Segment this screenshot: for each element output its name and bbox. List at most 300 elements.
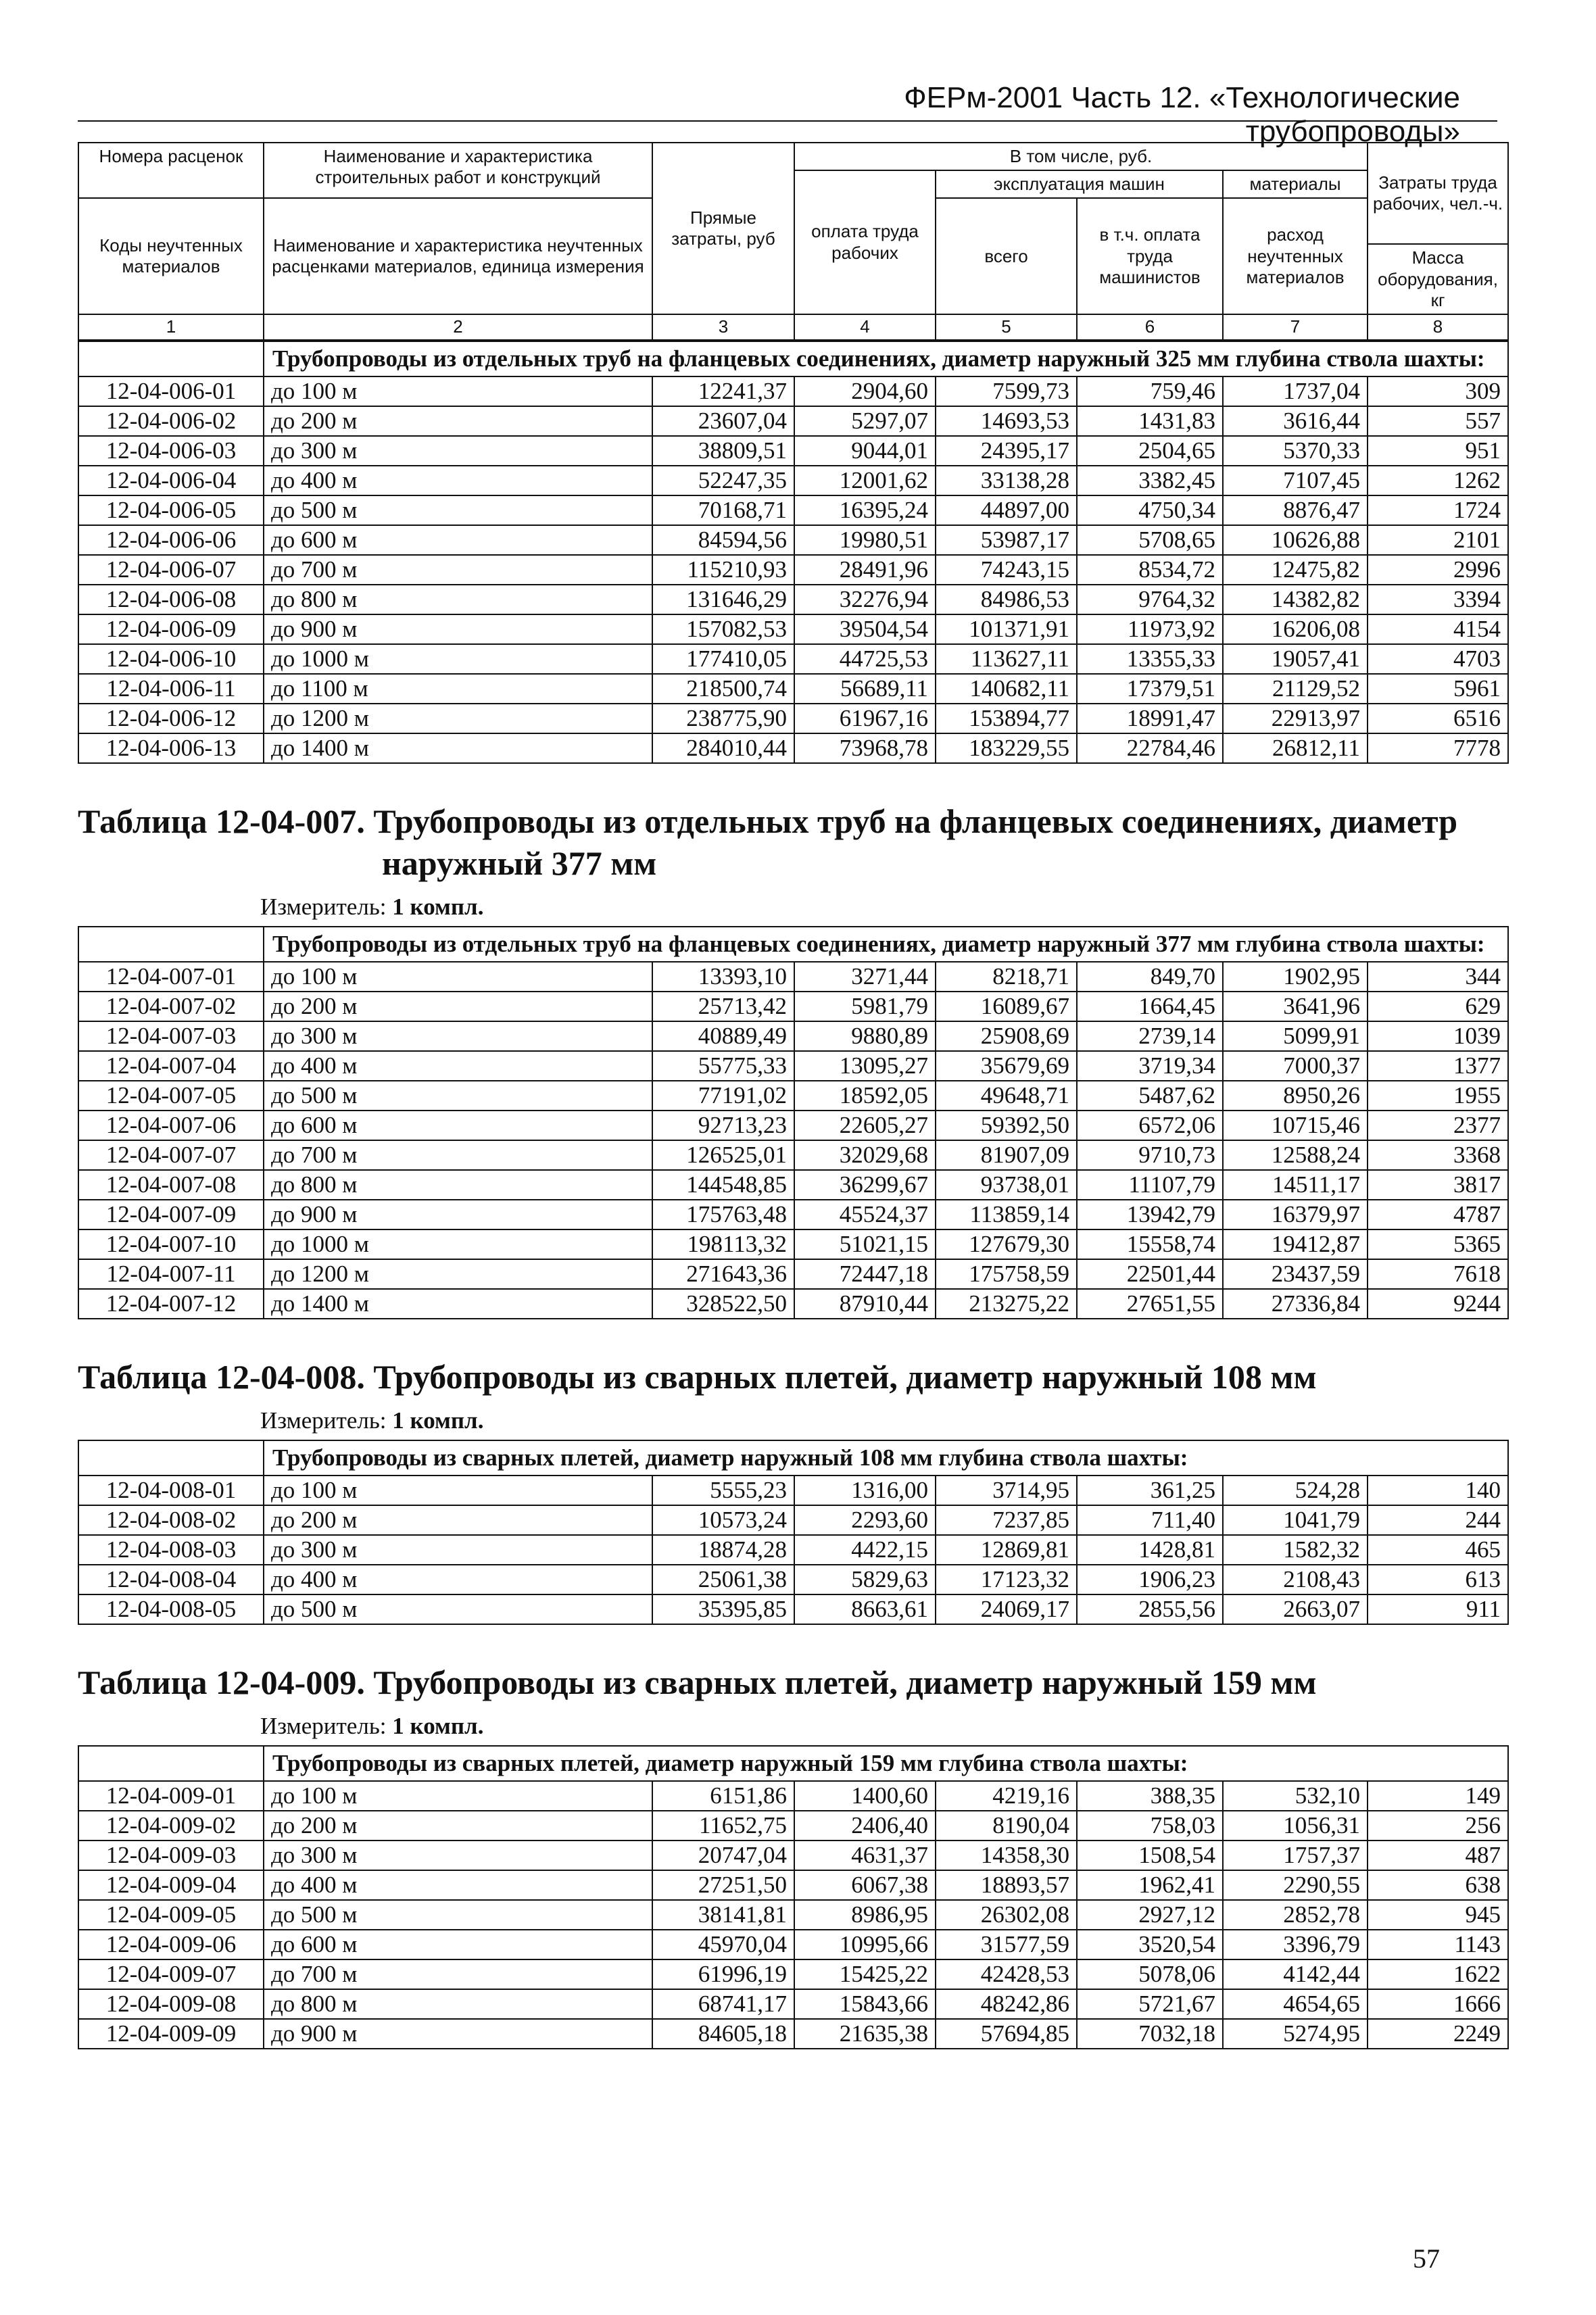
document-body: [78, 142, 1507, 2049]
table-row: [78, 1140, 1508, 1170]
rate-code: 12-04-007-08: [78, 1170, 264, 1200]
table-row: [78, 1841, 1508, 1870]
depth-label: до 200 м: [264, 406, 652, 436]
value-cell: 18874,28: [652, 1535, 794, 1565]
col-num: 2: [264, 314, 652, 340]
table-row: [78, 1870, 1508, 1900]
depth-label: до 300 м: [264, 1021, 652, 1051]
value-cell: 2904,60: [794, 376, 936, 406]
value-cell: 1724: [1368, 495, 1508, 525]
table-row: [78, 733, 1508, 763]
value-cell: 1582,32: [1223, 1535, 1368, 1565]
rate-code: 12-04-007-11: [78, 1259, 264, 1289]
rate-code: 12-04-009-09: [78, 2019, 264, 2049]
rate-code: 12-04-006-08: [78, 585, 264, 614]
depth-label: до 500 м: [264, 1081, 652, 1111]
value-cell: 613: [1368, 1565, 1508, 1594]
measure-unit: [78, 1398, 1507, 1440]
value-cell: 3396,79: [1223, 1930, 1368, 1959]
table-row: [78, 525, 1508, 555]
value-cell: 12001,62: [794, 466, 936, 495]
value-cell: 23607,04: [652, 406, 794, 436]
table-row: [78, 1505, 1508, 1535]
value-cell: 36299,67: [794, 1170, 936, 1200]
table-row: [78, 585, 1508, 614]
value-cell: 5708,65: [1077, 525, 1223, 555]
depth-label: до 800 м: [264, 585, 652, 614]
value-cell: 2855,56: [1077, 1594, 1223, 1624]
rate-code: 12-04-009-02: [78, 1811, 264, 1841]
rate-code: 12-04-009-04: [78, 1870, 264, 1900]
value-cell: 19057,41: [1223, 644, 1368, 674]
value-cell: 10995,66: [794, 1930, 936, 1959]
value-cell: 73968,78: [794, 733, 936, 763]
rate-code: 12-04-006-02: [78, 406, 264, 436]
value-cell: 2663,07: [1223, 1594, 1368, 1624]
value-cell: 18592,05: [794, 1081, 936, 1111]
value-cell: 198113,32: [652, 1229, 794, 1259]
depth-label: до 400 м: [264, 1051, 652, 1081]
value-cell: 81907,09: [936, 1140, 1077, 1170]
value-cell: 25061,38: [652, 1565, 794, 1594]
value-cell: 49648,71: [936, 1081, 1077, 1111]
table-row: [78, 1565, 1508, 1594]
depth-label: до 500 м: [264, 1594, 652, 1624]
value-cell: 1962,41: [1077, 1870, 1223, 1900]
value-cell: 84605,18: [652, 2019, 794, 2049]
rate-code: 12-04-009-05: [78, 1900, 264, 1930]
value-cell: 61996,19: [652, 1959, 794, 1989]
depth-label: до 300 м: [264, 1841, 652, 1870]
value-cell: 5721,67: [1077, 1989, 1223, 2019]
value-cell: 20747,04: [652, 1841, 794, 1870]
value-cell: 524,28: [1223, 1476, 1368, 1505]
depth-label: до 900 м: [264, 2019, 652, 2049]
value-cell: 244: [1368, 1505, 1508, 1535]
value-cell: 5274,95: [1223, 2019, 1368, 2049]
value-cell: 1906,23: [1077, 1565, 1223, 1594]
table-row: [78, 674, 1508, 704]
depth-label: до 800 м: [264, 1989, 652, 2019]
value-cell: 53987,17: [936, 525, 1077, 555]
measure-label: Измеритель:: [260, 1712, 387, 1739]
value-cell: 28491,96: [794, 555, 936, 585]
value-cell: 126525,01: [652, 1140, 794, 1170]
value-cell: 8876,47: [1223, 495, 1368, 525]
value-cell: 309: [1368, 376, 1508, 406]
value-cell: 21129,52: [1223, 674, 1368, 704]
value-cell: 113859,14: [936, 1200, 1077, 1229]
value-cell: 629: [1368, 992, 1508, 1021]
depth-label: до 500 м: [264, 495, 652, 525]
hdr-mass: Масса оборудования, кг: [1368, 244, 1508, 314]
hdr-name-bottom: Наименование и характеристика неучтенных расценками материалов, единица измерения: [264, 198, 652, 314]
page-number: 57: [1413, 2243, 1440, 2274]
value-cell: 2377: [1368, 1111, 1508, 1140]
table-title-line1: Таблица 12-04-008. Трубопроводы из сварных плетей, диаметр наружный 108 мм: [78, 1357, 1317, 1396]
value-cell: 4142,44: [1223, 1959, 1368, 1989]
rate-code: 12-04-007-03: [78, 1021, 264, 1051]
rate-code: 12-04-006-12: [78, 704, 264, 733]
rate-code: 12-04-007-09: [78, 1200, 264, 1229]
value-cell: 59392,50: [936, 1111, 1077, 1140]
depth-label: до 700 м: [264, 1959, 652, 1989]
value-cell: 487: [1368, 1841, 1508, 1870]
value-cell: 74243,15: [936, 555, 1077, 585]
hdr-worker-pay: оплата труда рабочих: [794, 170, 936, 314]
section-blank: [78, 1746, 264, 1781]
value-cell: 27336,84: [1223, 1289, 1368, 1319]
col-num: 8: [1368, 314, 1508, 340]
table-row: [78, 1594, 1508, 1624]
value-cell: 33138,28: [936, 466, 1077, 495]
value-cell: 5981,79: [794, 992, 936, 1021]
value-cell: 8986,95: [794, 1900, 936, 1930]
rate-code: 12-04-006-04: [78, 466, 264, 495]
value-cell: 26302,08: [936, 1900, 1077, 1930]
value-cell: 27251,50: [652, 1870, 794, 1900]
value-cell: 140: [1368, 1476, 1508, 1505]
table-row: [78, 1021, 1508, 1051]
value-cell: 5297,07: [794, 406, 936, 436]
value-cell: 9244: [1368, 1289, 1508, 1319]
rate-code: 12-04-007-04: [78, 1051, 264, 1081]
value-cell: 24395,17: [936, 436, 1077, 466]
hdr-machinist-pay: в т.ч. оплата труда машинистов: [1077, 198, 1223, 314]
value-cell: 52247,35: [652, 466, 794, 495]
value-cell: 144548,85: [652, 1170, 794, 1200]
rate-code: 12-04-007-10: [78, 1229, 264, 1259]
value-cell: 5365: [1368, 1229, 1508, 1259]
depth-label: до 600 м: [264, 1930, 652, 1959]
value-cell: 44897,00: [936, 495, 1077, 525]
value-cell: 9764,32: [1077, 585, 1223, 614]
value-cell: 177410,05: [652, 644, 794, 674]
table-row: [78, 992, 1508, 1021]
value-cell: 388,35: [1077, 1781, 1223, 1811]
value-cell: 2852,78: [1223, 1900, 1368, 1930]
value-cell: 18991,47: [1077, 704, 1223, 733]
value-cell: 1902,95: [1223, 962, 1368, 992]
depth-label: до 800 м: [264, 1170, 652, 1200]
value-cell: 8663,61: [794, 1594, 936, 1624]
value-cell: 23437,59: [1223, 1259, 1368, 1289]
rate-code: 12-04-007-02: [78, 992, 264, 1021]
value-cell: 758,03: [1077, 1811, 1223, 1841]
depth-label: до 600 м: [264, 525, 652, 555]
value-cell: 951: [1368, 436, 1508, 466]
measure-label: Измеритель:: [260, 893, 387, 920]
value-cell: 8190,04: [936, 1811, 1077, 1841]
value-cell: 175763,48: [652, 1200, 794, 1229]
value-cell: 2249: [1368, 2019, 1508, 2049]
table-12-04-007: [78, 926, 1509, 1319]
value-cell: 1262: [1368, 466, 1508, 495]
value-cell: 35679,69: [936, 1051, 1077, 1081]
table-row: [78, 2019, 1508, 2049]
table-row: [78, 1900, 1508, 1930]
value-cell: 3817: [1368, 1170, 1508, 1200]
value-cell: 38809,51: [652, 436, 794, 466]
measure-value: 1 компл.: [392, 1407, 484, 1434]
value-cell: 12475,82: [1223, 555, 1368, 585]
value-cell: 22501,44: [1077, 1259, 1223, 1289]
value-cell: 16089,67: [936, 992, 1077, 1021]
depth-label: до 100 м: [264, 962, 652, 992]
value-cell: 3719,34: [1077, 1051, 1223, 1081]
col-num: 3: [652, 314, 794, 340]
section-heading: Трубопроводы из отдельных труб на фланцевых соединениях, диаметр наружный 377 мм глубина ствола шахты:: [264, 927, 1508, 962]
value-cell: 17379,51: [1077, 674, 1223, 704]
table-title-line2: наружный 377 мм: [382, 844, 657, 882]
value-cell: 2504,65: [1077, 436, 1223, 466]
value-cell: 21635,38: [794, 2019, 936, 2049]
value-cell: 12588,24: [1223, 1140, 1368, 1170]
value-cell: 1955: [1368, 1081, 1508, 1111]
value-cell: 1428,81: [1077, 1535, 1223, 1565]
value-cell: 13095,27: [794, 1051, 936, 1081]
section-heading: Трубопроводы из сварных плетей, диаметр наружный 108 мм глубина ствола шахты:: [264, 1440, 1508, 1476]
hdr-codes-bottom: Коды неучтенных материалов: [78, 198, 264, 314]
depth-label: до 200 м: [264, 1505, 652, 1535]
value-cell: 84594,56: [652, 525, 794, 555]
value-cell: 19980,51: [794, 525, 936, 555]
table-row: [78, 1989, 1508, 2019]
table-row: [78, 1476, 1508, 1505]
value-cell: 6067,38: [794, 1870, 936, 1900]
col-num: 1: [78, 314, 264, 340]
value-cell: 465: [1368, 1535, 1508, 1565]
value-cell: 11107,79: [1077, 1170, 1223, 1200]
table-row: [78, 1051, 1508, 1081]
table-row: [78, 406, 1508, 436]
value-cell: 271643,36: [652, 1259, 794, 1289]
table-row: [78, 1930, 1508, 1959]
value-cell: 1039: [1368, 1021, 1508, 1051]
value-cell: 16379,97: [1223, 1200, 1368, 1229]
value-cell: 4750,34: [1077, 495, 1223, 525]
table-row: [78, 1959, 1508, 1989]
table-title: [78, 1319, 1507, 1398]
rate-code: 12-04-006-11: [78, 674, 264, 704]
rate-code: 12-04-009-07: [78, 1959, 264, 1989]
depth-label: до 200 м: [264, 992, 652, 1021]
rate-code: 12-04-008-05: [78, 1594, 264, 1624]
value-cell: 1737,04: [1223, 376, 1368, 406]
value-cell: 16395,24: [794, 495, 936, 525]
value-cell: 22605,27: [794, 1111, 936, 1140]
section-heading: Трубопроводы из сварных плетей, диаметр наружный 159 мм глубина ствола шахты:: [264, 1746, 1508, 1781]
value-cell: 45524,37: [794, 1200, 936, 1229]
depth-label: до 600 м: [264, 1111, 652, 1140]
value-cell: 12241,37: [652, 376, 794, 406]
value-cell: 5370,33: [1223, 436, 1368, 466]
table-row: [78, 436, 1508, 466]
table-row: [78, 555, 1508, 585]
depth-label: до 400 м: [264, 1565, 652, 1594]
table-row: [78, 1111, 1508, 1140]
value-cell: 157082,53: [652, 614, 794, 644]
table-row: [78, 704, 1508, 733]
value-cell: 93738,01: [936, 1170, 1077, 1200]
value-cell: 3641,96: [1223, 992, 1368, 1021]
value-cell: 3520,54: [1077, 1930, 1223, 1959]
table-row: [78, 1535, 1508, 1565]
value-cell: 11973,92: [1077, 614, 1223, 644]
value-cell: 87910,44: [794, 1289, 936, 1319]
value-cell: 42428,53: [936, 1959, 1077, 1989]
value-cell: 638: [1368, 1870, 1508, 1900]
value-cell: 11652,75: [652, 1811, 794, 1841]
value-cell: 6151,86: [652, 1781, 794, 1811]
value-cell: 5078,06: [1077, 1959, 1223, 1989]
value-cell: 3382,45: [1077, 466, 1223, 495]
hdr-codes-top: Номера расценок: [78, 143, 264, 198]
rate-code: 12-04-008-01: [78, 1476, 264, 1505]
value-cell: 532,10: [1223, 1781, 1368, 1811]
depth-label: до 200 м: [264, 1811, 652, 1841]
table-row: [78, 376, 1508, 406]
value-cell: 4654,65: [1223, 1989, 1368, 2019]
hdr-labor-top: Затраты труда рабочих, чел.-ч.: [1368, 143, 1508, 244]
table-row: [78, 1259, 1508, 1289]
hdr-materials: материалы: [1223, 170, 1368, 198]
value-cell: 213275,22: [936, 1289, 1077, 1319]
value-cell: 55775,33: [652, 1051, 794, 1081]
depth-label: до 900 м: [264, 614, 652, 644]
value-cell: 15843,66: [794, 1989, 936, 2019]
depth-label: до 100 м: [264, 376, 652, 406]
table-row: [78, 1811, 1508, 1841]
value-cell: 84986,53: [936, 585, 1077, 614]
value-cell: 7618: [1368, 1259, 1508, 1289]
depth-label: до 1100 м: [264, 674, 652, 704]
value-cell: 14358,30: [936, 1841, 1077, 1870]
hdr-machines: эксплуатация машин: [936, 170, 1223, 198]
value-cell: 2406,40: [794, 1811, 936, 1841]
hdr-name-top: Наименование и характеристика строительных работ и конструкций: [264, 143, 652, 198]
depth-label: до 1000 м: [264, 644, 652, 674]
value-cell: 48242,86: [936, 1989, 1077, 2019]
value-cell: 849,70: [1077, 962, 1223, 992]
value-cell: 32276,94: [794, 585, 936, 614]
measure-unit: [78, 1703, 1507, 1745]
rate-code: 12-04-009-03: [78, 1841, 264, 1870]
value-cell: 16206,08: [1223, 614, 1368, 644]
rate-code: 12-04-007-01: [78, 962, 264, 992]
rate-code: 12-04-006-10: [78, 644, 264, 674]
rate-code: 12-04-006-05: [78, 495, 264, 525]
value-cell: 4703: [1368, 644, 1508, 674]
value-cell: 70168,71: [652, 495, 794, 525]
value-cell: 10626,88: [1223, 525, 1368, 555]
table-row: [78, 1170, 1508, 1200]
value-cell: 51021,15: [794, 1229, 936, 1259]
value-cell: 2101: [1368, 525, 1508, 555]
table-row: [78, 614, 1508, 644]
value-cell: 113627,11: [936, 644, 1077, 674]
value-cell: 945: [1368, 1900, 1508, 1930]
col-num: 4: [794, 314, 936, 340]
value-cell: 140682,11: [936, 674, 1077, 704]
rate-code: 12-04-006-06: [78, 525, 264, 555]
value-cell: 7032,18: [1077, 2019, 1223, 2049]
hdr-materials-use: расход неучтенных материалов: [1223, 198, 1368, 314]
table-title: [78, 764, 1507, 884]
table-title: [78, 1625, 1507, 1703]
value-cell: 22913,97: [1223, 704, 1368, 733]
value-cell: 9880,89: [794, 1021, 936, 1051]
value-cell: 8534,72: [1077, 555, 1223, 585]
table-row: [78, 1200, 1508, 1229]
table-title-line1: Таблица 12-04-007. Трубопроводы из отдельных труб на фланцевых соединениях, диаметр: [78, 802, 1458, 840]
value-cell: 5555,23: [652, 1476, 794, 1505]
value-cell: 3616,44: [1223, 406, 1368, 436]
section-blank: [78, 341, 264, 376]
value-cell: 77191,02: [652, 1081, 794, 1111]
table-title-line1: Таблица 12-04-009. Трубопроводы из сварных плетей, диаметр наружный 159 мм: [78, 1663, 1317, 1701]
measure-label: Измеритель:: [260, 1407, 387, 1434]
table-12-04-009: [78, 1745, 1509, 2049]
rate-code: 12-04-006-13: [78, 733, 264, 763]
value-cell: 9044,01: [794, 436, 936, 466]
value-cell: 153894,77: [936, 704, 1077, 733]
value-cell: 9710,73: [1077, 1140, 1223, 1170]
value-cell: 1757,37: [1223, 1841, 1368, 1870]
section-blank: [78, 927, 264, 962]
depth-label: до 700 м: [264, 555, 652, 585]
depth-label: до 300 м: [264, 436, 652, 466]
hdr-direct-costs: Прямые затраты, руб: [652, 143, 794, 314]
value-cell: 14382,82: [1223, 585, 1368, 614]
value-cell: 4219,16: [936, 1781, 1077, 1811]
table-row: [78, 1081, 1508, 1111]
value-cell: 328522,50: [652, 1289, 794, 1319]
value-cell: 26812,11: [1223, 733, 1368, 763]
value-cell: 3271,44: [794, 962, 936, 992]
value-cell: 61967,16: [794, 704, 936, 733]
value-cell: 45970,04: [652, 1930, 794, 1959]
depth-label: до 500 м: [264, 1900, 652, 1930]
value-cell: 12869,81: [936, 1535, 1077, 1565]
value-cell: 22784,46: [1077, 733, 1223, 763]
value-cell: 911: [1368, 1594, 1508, 1624]
value-cell: 68741,17: [652, 1989, 794, 2019]
value-cell: 131646,29: [652, 585, 794, 614]
value-cell: 7237,85: [936, 1505, 1077, 1535]
depth-label: до 400 м: [264, 466, 652, 495]
value-cell: 35395,85: [652, 1594, 794, 1624]
value-cell: 4787: [1368, 1200, 1508, 1229]
table-row: [78, 466, 1508, 495]
header-rule: [78, 120, 1497, 122]
value-cell: 15425,22: [794, 1959, 936, 1989]
rate-code: 12-04-008-03: [78, 1535, 264, 1565]
table-12-04-006: [78, 341, 1509, 764]
rate-code: 12-04-009-08: [78, 1989, 264, 2019]
value-cell: 57694,85: [936, 2019, 1077, 2049]
value-cell: 1508,54: [1077, 1841, 1223, 1870]
value-cell: 1400,60: [794, 1781, 936, 1811]
value-cell: 2739,14: [1077, 1021, 1223, 1051]
value-cell: 2927,12: [1077, 1900, 1223, 1930]
value-cell: 238775,90: [652, 704, 794, 733]
value-cell: 8218,71: [936, 962, 1077, 992]
rate-code: 12-04-006-09: [78, 614, 264, 644]
value-cell: 13942,79: [1077, 1200, 1223, 1229]
value-cell: 27651,55: [1077, 1289, 1223, 1319]
depth-label: до 100 м: [264, 1781, 652, 1811]
